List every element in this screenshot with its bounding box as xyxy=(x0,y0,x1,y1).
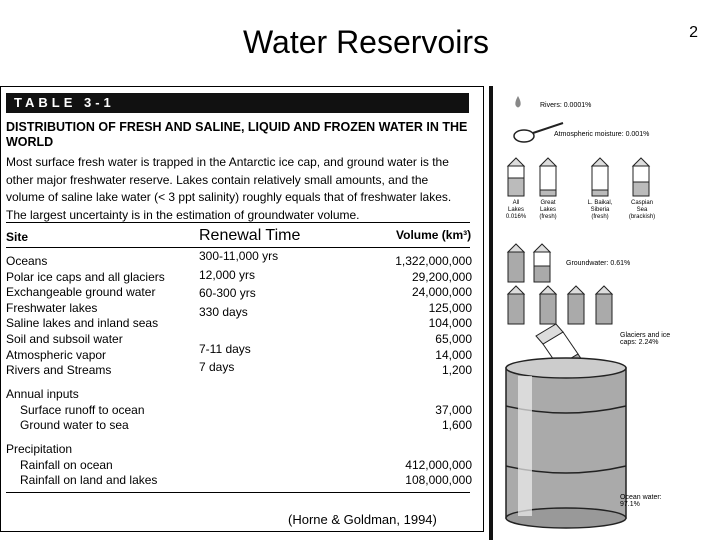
lake-label: All Lakes 0.016% xyxy=(505,200,527,220)
volume-cell: 108,000,000 xyxy=(405,473,472,488)
rule-top xyxy=(6,222,470,223)
col-site-header: Site xyxy=(6,230,29,244)
lake-cartons xyxy=(508,158,649,196)
volume-cell: 412,000,000 xyxy=(405,457,472,472)
site-cell: Atmospheric vapor xyxy=(6,347,107,362)
volume-cell: 14,000 xyxy=(435,347,472,362)
renewal-cell: 330 days xyxy=(199,304,248,319)
site-cell: Saline lakes and inland seas xyxy=(6,316,159,331)
volume-cell: 1,322,000,000 xyxy=(395,254,472,268)
site-cell: Freshwater lakes xyxy=(6,300,98,315)
site-cell: Ground water to sea xyxy=(20,418,129,433)
site-cell: Rivers and Streams xyxy=(6,363,112,378)
site-cell: Exchangeable ground water xyxy=(6,285,156,300)
rivers-label: Rivers: 0.0001% xyxy=(540,102,592,109)
rule-bottom xyxy=(6,492,470,493)
renewal-cell: 12,000 yrs xyxy=(199,267,256,282)
site-cell: Rainfall on ocean xyxy=(20,457,113,472)
water-distribution-figure xyxy=(488,86,720,540)
site-cell: Rainfall on land and lakes xyxy=(20,473,158,488)
groundwater-label: Groundwater: 0.61% xyxy=(566,260,631,267)
glacier-cartons xyxy=(508,286,612,324)
table-label: TABLE 3-1 xyxy=(6,93,469,113)
lake-label: Great Lakes (fresh) xyxy=(539,200,557,220)
site-cell: Oceans xyxy=(6,254,48,268)
renewal-cell: 7 days xyxy=(199,360,235,374)
section-label: Precipitation xyxy=(6,442,73,456)
citation: (Horne & Goldman, 1994) xyxy=(288,512,437,527)
drop-icon xyxy=(515,96,520,108)
table-caption: Most surface fresh water is trapped in the Antarctic ice cap, and ground water is the other major freshwater reserve. Lakes contain relatively small amounts, and the volume of saline lake water (< 3 ppt salinity) roughly equals that of freshwater lakes. The largest uncertainty is in the estimation of groundwater volume. xyxy=(6,155,452,222)
section-label: Annual inputs xyxy=(6,387,79,401)
figure-svg xyxy=(488,86,720,540)
slide-title: Water Reservoirs xyxy=(243,24,489,60)
atmospheric-label: Atmospheric moisture: 0.001% xyxy=(554,131,650,138)
volume-cell: 104,000 xyxy=(428,316,472,331)
glaciers-label: Glaciers and ice caps: 2.24% xyxy=(620,332,671,346)
renewal-cell: 300-11,000 yrs xyxy=(199,249,279,263)
table-heading: DISTRIBUTION OF FRESH AND SALINE, LIQUID AND FROZEN WATER IN THE WORLD xyxy=(6,120,468,149)
col-renewal-header: Renewal Time xyxy=(199,227,301,244)
slide-number: 2 xyxy=(689,24,698,41)
lake-label: Caspian Sea (brackish) xyxy=(628,200,656,220)
volume-cell: 65,000 xyxy=(435,332,472,346)
lake-label: L. Baikal, Siberia (fresh) xyxy=(587,200,613,220)
renewal-cell: 60-300 yrs xyxy=(199,286,256,300)
figure-border xyxy=(489,86,493,540)
volume-cell: 1,600 xyxy=(441,418,472,433)
spoon-icon xyxy=(514,130,534,142)
site-cell: Soil and subsoil water xyxy=(6,332,123,346)
ocean-barrel xyxy=(506,358,626,528)
site-cell: Polar ice caps and all glaciers xyxy=(6,269,165,284)
volume-cell: 1,200 xyxy=(441,363,472,378)
volume-cell: 125,000 xyxy=(428,300,472,315)
site-cell: Surface runoff to ocean xyxy=(20,402,145,417)
col-volume-header: Volume (km³) xyxy=(396,228,472,242)
ocean-label: Ocean water: 97.1% xyxy=(620,494,662,508)
volume-cell: 37,000 xyxy=(435,402,472,417)
renewal-cell: 7-11 days xyxy=(199,341,251,356)
groundwater-cartons xyxy=(508,244,550,282)
volume-cell: 24,000,000 xyxy=(411,285,472,300)
volume-cell: 29,200,000 xyxy=(411,269,472,284)
